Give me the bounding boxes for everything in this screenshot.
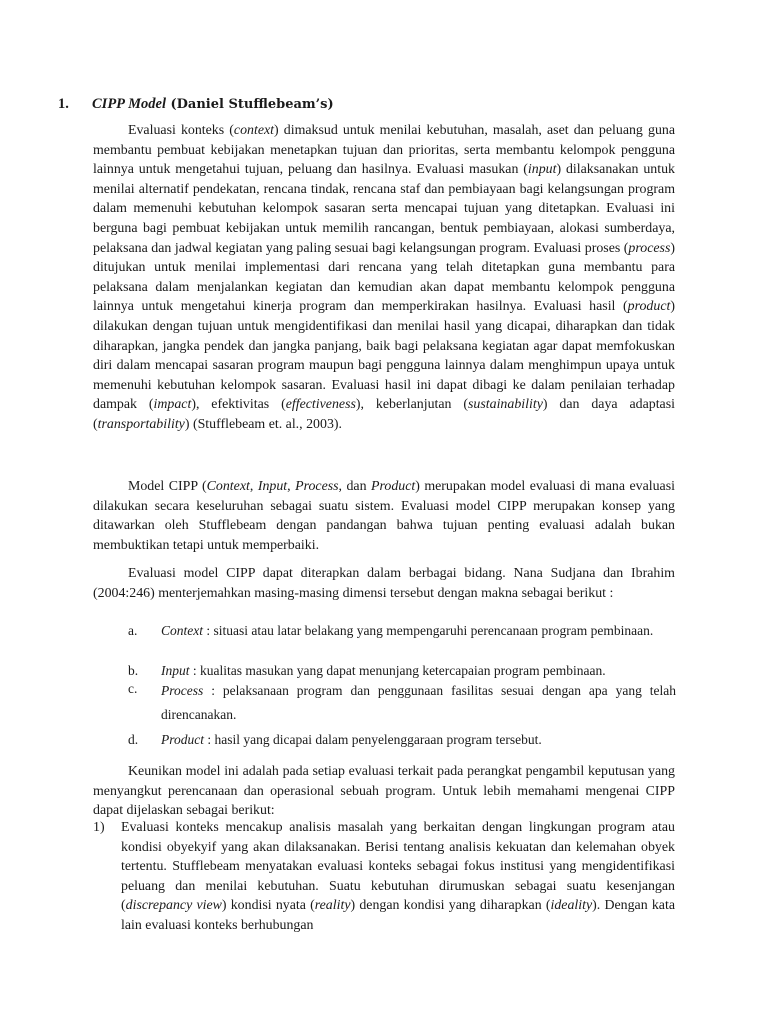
text-run: Evaluasi model CIPP dapat diterapkan dalam berbagai bidang. Nana Sudjana dan Ibrahim (2004:246) menterjemahkan masing-masing dimensi tersebut dengan makna sebagai berikut : xyxy=(93,566,675,601)
text-run: ) merupakan model evaluasi di mana evaluasi dilakukan secara keseluruhan sebagai suatu sistem. Evaluasi model CIPP merupakan konsep yang ditawarkan oleh Stufflebeam dengan pandangan bahwa tujuan penting evaluasi adalah bukan membuktikan tetapi untuk memperbaiki. xyxy=(93,479,675,553)
list-marker: 1) xyxy=(93,820,105,835)
text-run: ) dilakukan dengan tujuan untuk mengidentifikasi dan menilai hasil yang dicapai, diharapkan dan tidak diharapkan, jangka pendek dan jangka panjang, baik bagi pelaksana kegiatan agar dapat memfokuskan diri dalam mencapai sasaran program maupun bagi pengguna lainnya dalam menghimpun upaya untuk memenuhi kebutuhan kelompok sasaran. Evaluasi hasil ini dapat dibagi ke dalam penilaian terhadap dampak ( xyxy=(93,299,675,413)
text-run: , dan xyxy=(338,479,371,494)
text-run: Evaluasi konteks mencakup analisis masalah yang berkaitan dengan lingkungan program atau kondisi obyekyif yang akan dilaksanakan. Berisi tentang analisis kekuatan dan kelemahan obyek tertentu. Stufflebeam menyatakan evaluasi konteks sebagai fokus institusi yang mengidentifikasi peluang dan menilai kebutuhan. Suatu kebutuhan dirumuskan sebagai suatu kesenjangan ( xyxy=(121,820,675,914)
italic-term: Process xyxy=(295,479,339,494)
italic-term: Input xyxy=(257,479,288,494)
italic-term: Product xyxy=(371,479,416,494)
list-item-description: : hasil yang dicapai dalam penyelenggaraan program tersebut. xyxy=(204,732,542,747)
text-run: ), keberlanjutan ( xyxy=(355,397,469,413)
italic-term: reality xyxy=(314,898,351,914)
list-item-description: : kualitas masukan yang dapat menunjang ketercapaian program pembinaan. xyxy=(189,663,606,678)
section-title-author: (Daniel Stufflebeam’s) xyxy=(165,97,334,112)
list-item-term: Product xyxy=(161,732,204,747)
text-run: ), efektivitas ( xyxy=(191,397,286,413)
list-marker: d. xyxy=(128,732,139,747)
section-title-italic: CIPP Model xyxy=(92,96,166,112)
text-run: ) (Stufflebeam et. al., 2003). xyxy=(184,416,342,432)
text-run: Model CIPP ( xyxy=(128,479,207,494)
list-marker: c. xyxy=(128,681,138,696)
paragraph-text xyxy=(93,564,675,603)
paragraph-text xyxy=(93,477,675,555)
italic-term: process xyxy=(628,240,671,256)
paragraph-cipp-definition xyxy=(93,477,675,555)
list-item-text xyxy=(161,730,676,750)
italic-term: transportability xyxy=(97,416,185,432)
list-item-term: Context xyxy=(161,623,203,638)
text-run: Keunikan model ini adalah pada setiap evaluasi terkait pada perangkat pengambil keputusan yang menyangkut perencanaan dan operasional sebuah program. Untuk lebih memahami mengenai CIPP dapat dijelaskan sebagai berikut: xyxy=(93,764,675,819)
section-number: 1. xyxy=(58,96,69,112)
italic-term: impact xyxy=(153,397,192,413)
list-item-term: Process xyxy=(161,683,204,698)
italic-term: context xyxy=(233,123,275,138)
italic-term: Context xyxy=(206,479,250,494)
text-run: , xyxy=(249,479,258,494)
paragraph-model-uniqueness xyxy=(93,762,675,821)
list-marker: a. xyxy=(128,623,138,638)
text-run: ) kondisi nyata ( xyxy=(221,898,315,914)
italic-term: discrepancy view xyxy=(125,898,222,914)
list-item-description: : situasi atau latar belakang yang mempengaruhi perencanaan program pembinaan. xyxy=(203,623,654,638)
italic-term: sustainability xyxy=(468,397,543,413)
italic-term: ideality xyxy=(550,898,593,914)
list-item-text xyxy=(121,818,675,936)
text-run: Evaluasi konteks ( xyxy=(128,123,234,138)
paragraph-text xyxy=(93,762,675,821)
italic-term: effectiveness xyxy=(285,397,356,413)
paragraph-cipp-application xyxy=(93,564,675,603)
list-marker: b. xyxy=(128,663,139,678)
section-heading xyxy=(58,94,698,115)
text-run: ) dan daya adaptasi ( xyxy=(93,397,675,432)
text-run: ) ditujukan untuk menilai implementasi dari rencana yang telah ditetapkan guna membantu para pelaksana dalam menjalankan kegiatan dan kemudian akan dapat membantu kelompok pengguna lainnya untuk mengetahui kinerja program dan memperkirakan hasilnya. Evaluasi hasil ( xyxy=(93,240,675,315)
list-item-term: Input xyxy=(161,663,190,678)
list-item-description: : pelaksanaan program dan penggunaan fasilitas sesuai dengan apa yang telah direncanakan. xyxy=(161,683,676,722)
list-item-text xyxy=(161,621,676,641)
list-item-text xyxy=(161,661,676,681)
paragraph-text xyxy=(93,121,675,435)
italic-term: product xyxy=(627,299,671,315)
italic-term: input xyxy=(527,162,557,178)
list-item-text xyxy=(161,679,676,727)
text-run: ) dengan kondisi yang diharapkan ( xyxy=(350,898,551,914)
text-run: ). Dengan kata lain evaluasi konteks berhubungan xyxy=(121,898,675,933)
text-run: ) dilaksanakan untuk menilai alternatif pendekatan, rencana tindak, rencana staf dan pembiayaan bagi kelangsungan program dalam memenuhi kebutuhan kelompok sasaran serta mencapai tujuan yang ditetapkan. Evaluasi ini berguna bagi pembuat kebijakan untuk memilih rancangan, bentuk pembiayaan, alokasi sumberdaya, pelaksana dan jadwal kegiatan yang paling sesuai bagi kelangsungan program. Evaluasi proses ( xyxy=(93,162,675,256)
text-run: ) dimaksud untuk menilai kebutuhan, masalah, aset dan peluang guna membantu pembuat kebijakan menetapkan tujuan dan prioritas, serta membantu kelompok pengguna lainnya untuk mengetahui tujuan, peluang dan hasilnya. Evaluasi masukan ( xyxy=(93,123,675,178)
paragraph-context-input-process-product xyxy=(93,121,675,435)
text-run: , xyxy=(287,479,296,494)
